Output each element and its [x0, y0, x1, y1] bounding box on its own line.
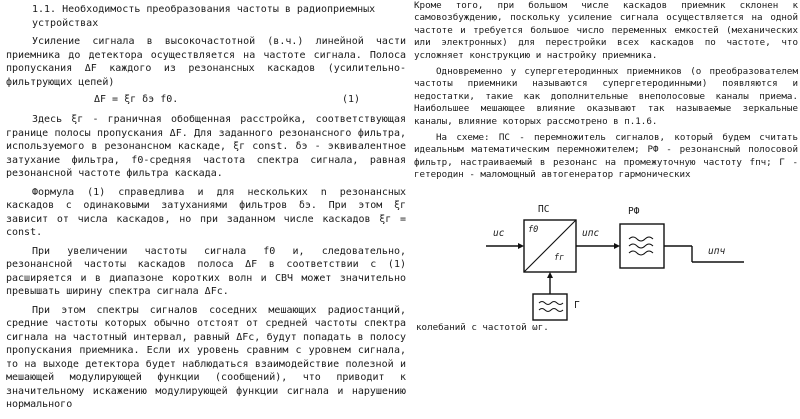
diagram-caption: колебаний с частотой ωг.	[416, 321, 549, 333]
filter-box	[620, 224, 664, 268]
mid-label: uпс	[582, 227, 600, 239]
inner-fg-label: fг	[554, 252, 565, 263]
input-label: uс	[493, 227, 505, 239]
generator-wave-icon-2	[539, 308, 563, 311]
block-diagram	[414, 184, 798, 322]
block-diagram-drawing	[414, 184, 798, 322]
filter-wave-icon-3	[629, 251, 653, 255]
generator-arrow-icon	[547, 272, 553, 278]
paragraph-r2: Одновременно у супергетеродинных приемников (о преобразователем частоты приемники называются супергетеродинными) появляются и недостатки, такие как дополнительные внеполосовые каналы приема. Наибольшее мешающее влияние оказывают так называемые зеркальные каналы, влияние которых рассмотрено в п.1.6.	[414, 66, 798, 127]
paragraph-1: Усиление сигнала в высокочастотной (в.ч.) линейной части приемника до детектора осуществляется на частоте сигнала. Полоса пропускания ΔF каждого из резонансных каскадов (усилительно-фильтрующих цепей)	[6, 36, 406, 88]
filter-wave-icon-1	[629, 237, 653, 241]
rf-label: РФ	[628, 205, 640, 217]
output-label: uпч	[708, 245, 726, 257]
input-arrow-icon	[518, 243, 524, 249]
paragraph-r1: Кроме того, при большом числе каскадов приемник склонен к самовозбуждению, поскольку усиление сигнала осуществляется на одной частоте и требуется большое число переменных емкостей (механических или электронных) для перестройки всех каскадов по частоте, что усложняет конструкцию и настройку приемника.	[414, 0, 798, 61]
paragraph-4: При увеличении частоты сигнала f0 и, следовательно, резонансной частоты каскадов полоса ΔF в соответствии с (1) расширяется и в диапазоне коротких волн и СВЧ может значительно превышать ширину спектра сигнала ΔFc.	[6, 245, 406, 297]
formula-expression: ΔF = ξг δэ f0.	[94, 94, 179, 105]
formula-1	[6, 93, 406, 107]
paragraph-2: Здесь ξг - граничная обобщенная расстройка, соответствующая границе полосы пропускания ΔF. Для заданного резонансного фильтра, используемого в резонансном каскаде, ξг const. δэ - эквивалентное затухание фильтра, f0-средняя частота спектра сигнала, равная резонансной частоте фильтра каскада.	[6, 114, 406, 179]
mid-arrow-icon	[614, 243, 620, 249]
inner-f0-label: f0	[528, 224, 539, 235]
filter-wave-icon-2	[629, 244, 653, 248]
generator-label: Г	[574, 299, 580, 311]
left-column	[6, 0, 406, 412]
right-column	[414, 0, 798, 334]
paragraph-3: Формула (1) справедлива и для нескольких n резонансных каскадов с одинаковыми затуханиями фильтров δэ. При этом ξг зависит от числа каскадов, но при заданном числе каскадов ξг = const.	[6, 186, 406, 238]
formula-number: (1)	[342, 94, 361, 105]
ps-label: ПС	[538, 203, 550, 215]
generator-wave-icon-1	[539, 301, 563, 304]
paragraph-r3: На схеме: ПС - перемножитель сигналов, который будем считать идеальным математическим перемножителем; РФ - резонансный полосовой фильтр, настраиваемый в резонанс на промежуточную частоту fпч; Г - гетеродин - маломощный автогенератор гармонических	[414, 132, 798, 181]
generator-box	[533, 294, 567, 320]
section-heading: 1.1. Необходимость преобразования частоты в радиоприемных устройствах	[32, 4, 376, 29]
paragraph-5: При этом спектры сигналов соседних мешающих радиостанций, средние частоты которых обычно отстоят от средней частоты спектра сигнала на частотный интервал, равный ΔFc, будут попадать в полосу пропускания приемника. Если их уровень сравним с уровнем сигнала, то на выходе детектора будет наблюдаться взаимодействие полезной и мешающей модулирующей функции (сообщений), что приводит к значительному искажению модулирующей функции сигнала и нарушению нормального	[6, 304, 406, 410]
